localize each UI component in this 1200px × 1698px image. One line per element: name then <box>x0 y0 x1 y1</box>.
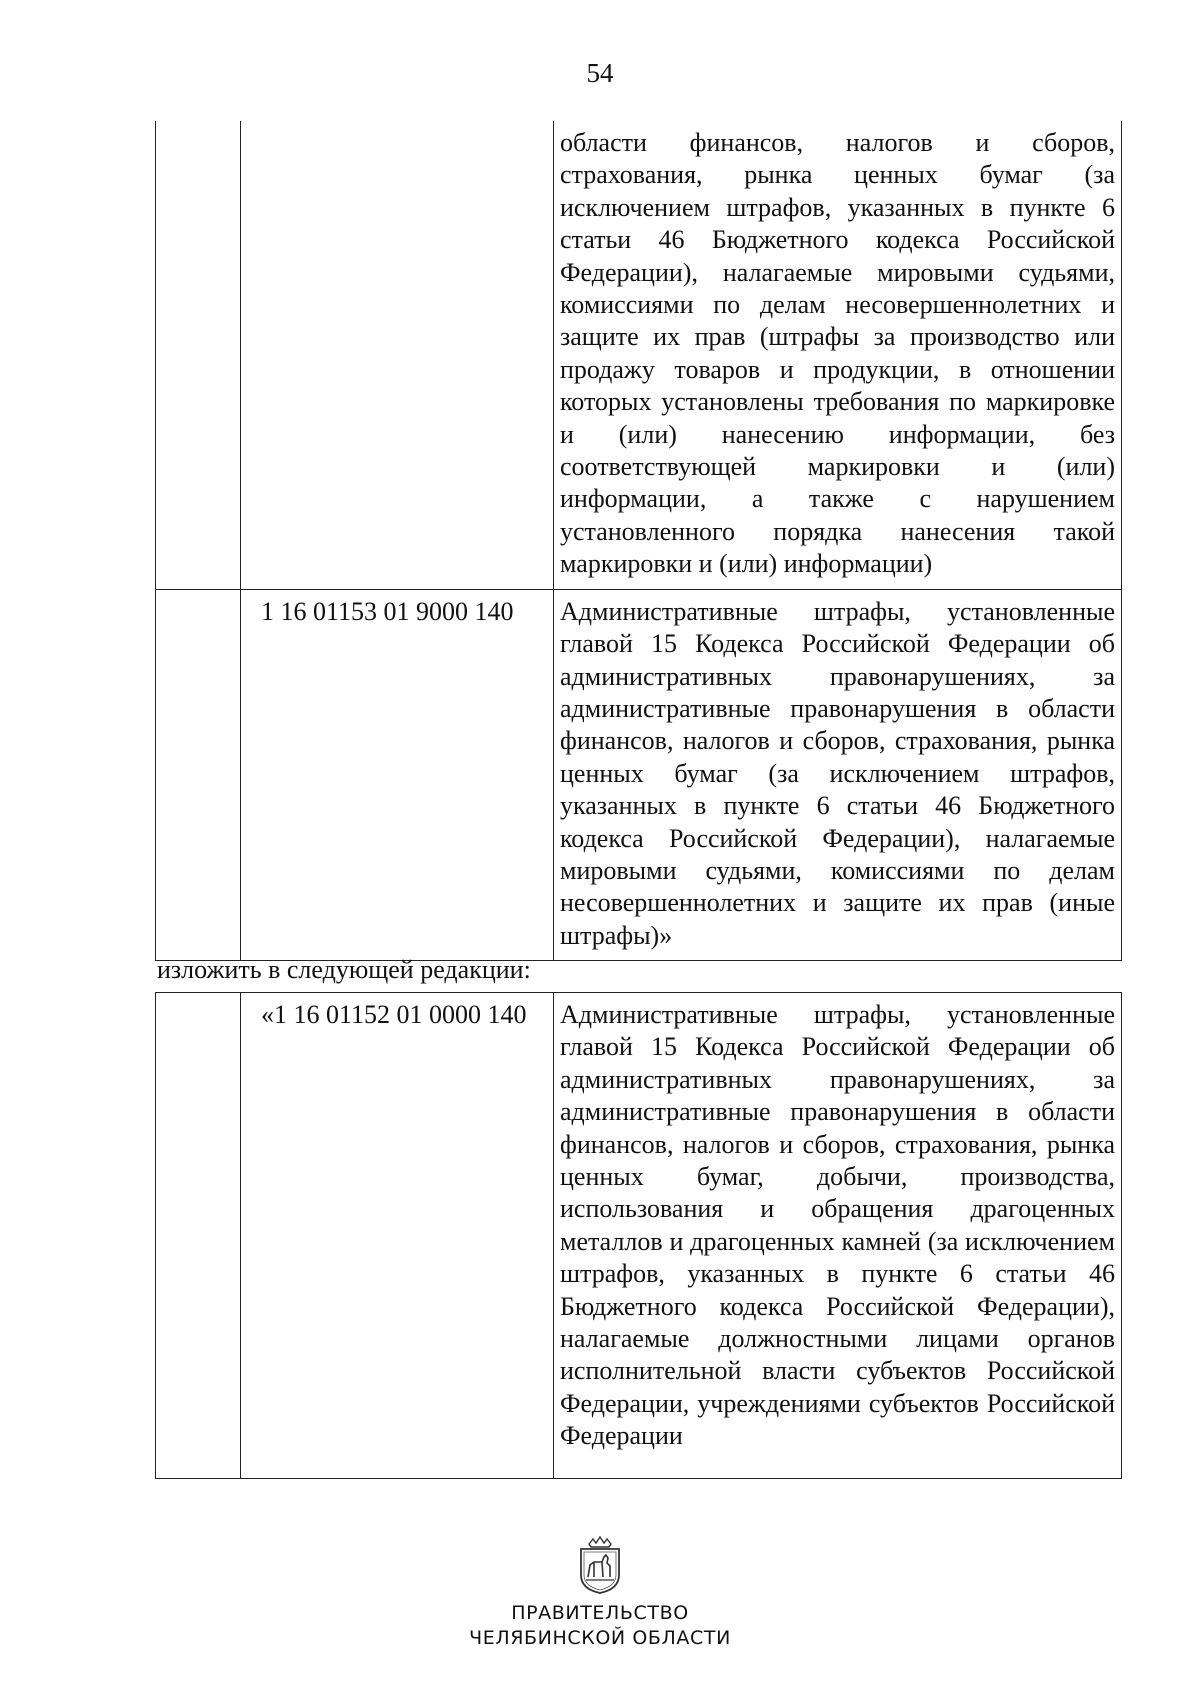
budget-description: Административные штрафы, установленные главой 15 Кодекса Российской Федерации об административных правонарушениях, за административные правонарушения в области финансов, налогов и сборов, страхования, рынка ценных бумаг (за исключением штрафов, указанных в пункте 6 статьи 46 Бюджетного кодекса Российской Федерации), налагаемые мировыми судьями, комиссиями по делам несовершеннолетних и защите их прав (иные штрафы)» <box>560 596 1115 950</box>
code-cell <box>241 121 554 589</box>
table-cell-blank <box>156 589 241 960</box>
description-cell <box>554 589 1122 960</box>
seal-line-1: ПРАВИТЕЛЬСТВО <box>511 1602 689 1624</box>
page-number: 54 <box>586 58 614 88</box>
code-cell <box>241 993 554 1479</box>
chelyabinsk-coat-of-arms-icon <box>575 1535 625 1595</box>
code-cell <box>241 589 554 960</box>
table-row <box>156 121 1122 589</box>
budget-code <box>241 121 553 127</box>
description-cell <box>554 121 1122 589</box>
table-cell-blank <box>156 121 241 589</box>
table-row <box>156 993 1122 1479</box>
instruction-text: изложить в следующей редакции: <box>157 955 531 984</box>
seal-line-2: ЧЕЛЯБИНСКОЙ ОБЛАСТИ <box>469 1627 731 1649</box>
codes-table-new <box>155 992 1122 1479</box>
government-seal <box>0 1535 1200 1651</box>
table-cell-blank <box>156 993 241 1479</box>
description-cell <box>554 993 1122 1479</box>
table-row <box>156 589 1122 960</box>
budget-description: области финансов, налогов и сборов, страхования, рынка ценных бумаг (за исключением штрафов, указанных в пункте 6 статьи 46 Бюджетного кодекса Российской Федерации), налагаемые мировыми судьями, комиссиями по делам несовершеннолетних и защите их прав (штрафы за производство или продажу товаров и продукции, в отношении которых установлены требования по маркировке и (или) нанесению информации, без соответствующей маркировки и (или) информации, а также с нарушением установленного порядка нанесения такой маркировки и (или) информации) <box>560 128 1115 579</box>
codes-table-old <box>155 121 1122 961</box>
budget-code: «1 16 01152 01 0000 140 <box>261 1000 527 1029</box>
budget-description: Административные штрафы, установленные главой 15 Кодекса Российской Федерации об административных правонарушениях, за административные правонарушения в области финансов, налогов и сборов, страхования, рынка ценных бумаг, добычи, производства, использования и обращения драгоценных металлов и драгоценных камней (за исключением штрафов, указанных в пункте 6 статьи 46 Бюджетного кодекса Российской Федерации), налагаемые должностными лицами органов исполнительной власти субъектов Российской Федерации, учреждениями субъектов Российской Федерации <box>560 1000 1115 1451</box>
budget-code: 1 16 01153 01 9000 140 <box>261 596 514 626</box>
